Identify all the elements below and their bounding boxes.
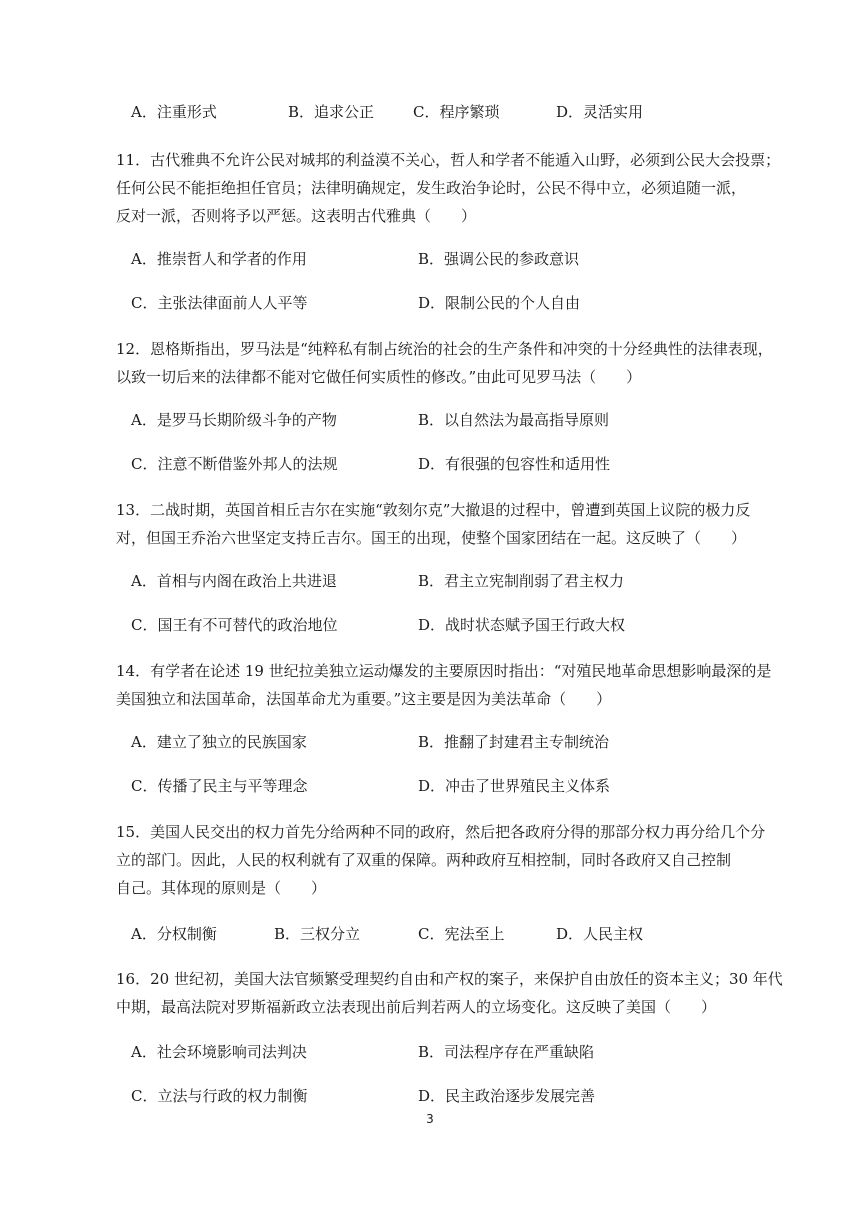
option-c: C．宪法至上 (418, 925, 505, 943)
question-text-line: 任何公民不能拒绝担任官员；法律明确规定，发生政治争论时，公民不得中立，必须追随一派， (116, 179, 747, 197)
question-text-line: 11．古代雅典不允许公民对城邦的利益漠不关心，哲人和学者不能遁入山野，必须到公民大会投票； (116, 151, 781, 169)
option-b: B．三权分立 (274, 925, 361, 943)
option-c: C．国王有不可替代的政治地位 (131, 616, 338, 634)
option-b: B．强调公民的参政意识 (418, 250, 580, 268)
question-text-line: 15．美国人民交出的权力首先分给两种不同的政府，然后把各政府分得的那部分权力再分给几个分 (116, 823, 766, 841)
question-text-line: 16．20 世纪初，美国大法官频繁受理契约自由和产权的案子，来保护自由放任的资本主义；30 年代 (116, 970, 783, 988)
question-text-line: 自己。其体现的原则是（ ） (116, 879, 327, 897)
option-d: D．灵活实用 (556, 103, 644, 121)
option-b: B．推翻了封建君主专制统治 (418, 733, 610, 751)
option-b: B．君主立宪制削弱了君主权力 (418, 572, 625, 590)
question-text-line: 反对一派，否则将予以严惩。这表明古代雅典（ ） (116, 207, 477, 225)
option-d: D．有很强的包容性和适用性 (418, 455, 611, 473)
option-a: A．首相与内阁在政治上共进退 (131, 572, 337, 590)
option-a: A．是罗马长期阶级斗争的产物 (131, 411, 337, 429)
option-c: C．主张法律面前人人平等 (131, 294, 308, 312)
option-b: B．以自然法为最高指导原则 (418, 411, 610, 429)
page-number: 3 (426, 1112, 434, 1126)
option-a: A．社会环境影响司法判决 (131, 1043, 307, 1061)
option-a: A．推崇哲人和学者的作用 (131, 250, 307, 268)
option-d: D．战时状态赋予国王行政大权 (418, 616, 626, 634)
option-c: C．传播了民主与平等理念 (131, 777, 308, 795)
option-d: D．冲击了世界殖民主义体系 (418, 777, 611, 795)
question-text-line: 14．有学者在论述 19 世纪拉美独立运动爆发的主要原因时指出：“对殖民地革命思想影响最深的是 (116, 662, 772, 680)
option-b: B．追求公正 (288, 103, 375, 121)
question-text-line: 美国独立和法国革命，法国革命尤为重要。”这主要是因为美法革命（ ） (116, 690, 612, 708)
option-c: C．立法与行政的权力制衡 (131, 1087, 308, 1105)
option-d: D．人民主权 (556, 925, 644, 943)
question-text-line: 以致一切后来的法律都不能对它做任何实质性的修改。”由此可见罗马法（ ） (116, 368, 642, 386)
option-b: B．司法程序存在严重缺陷 (418, 1043, 595, 1061)
question-text-line: 立的部门。因此，人民的权利就有了双重的保障。两种政府互相控制，同时各政府又自己控制 (116, 851, 732, 869)
option-a: A．注重形式 (131, 103, 217, 121)
question-text-line: 13．二战时期，英国首相丘吉尔在实施“敦刻尔克”大撤退的过程中，曾遭到英国上议院的极力反 (116, 501, 751, 519)
question-text-line: 对，但国王乔治六世坚定支持丘吉尔。国王的出现，使整个国家团结在一起。这反映了（ ） (116, 529, 747, 547)
option-d: D．民主政治逐步发展完善 (418, 1087, 596, 1105)
option-c: C．程序繁琐 (413, 103, 500, 121)
question-text-line: 12．恩格斯指出，罗马法是“纯粹私有制占统治的社会的生产条件和冲突的十分经典性的法律表现， (116, 340, 773, 358)
option-d: D．限制公民的个人自由 (418, 294, 581, 312)
option-a: A．建立了独立的民族国家 (131, 733, 307, 751)
option-a: A．分权制衡 (131, 925, 217, 943)
option-c: C．注意不断借鉴外邦人的法规 (131, 455, 338, 473)
question-text-line: 中期，最高法院对罗斯福新政立法表现出前后判若两人的立场变化。这反映了美国（ ） (116, 998, 717, 1016)
